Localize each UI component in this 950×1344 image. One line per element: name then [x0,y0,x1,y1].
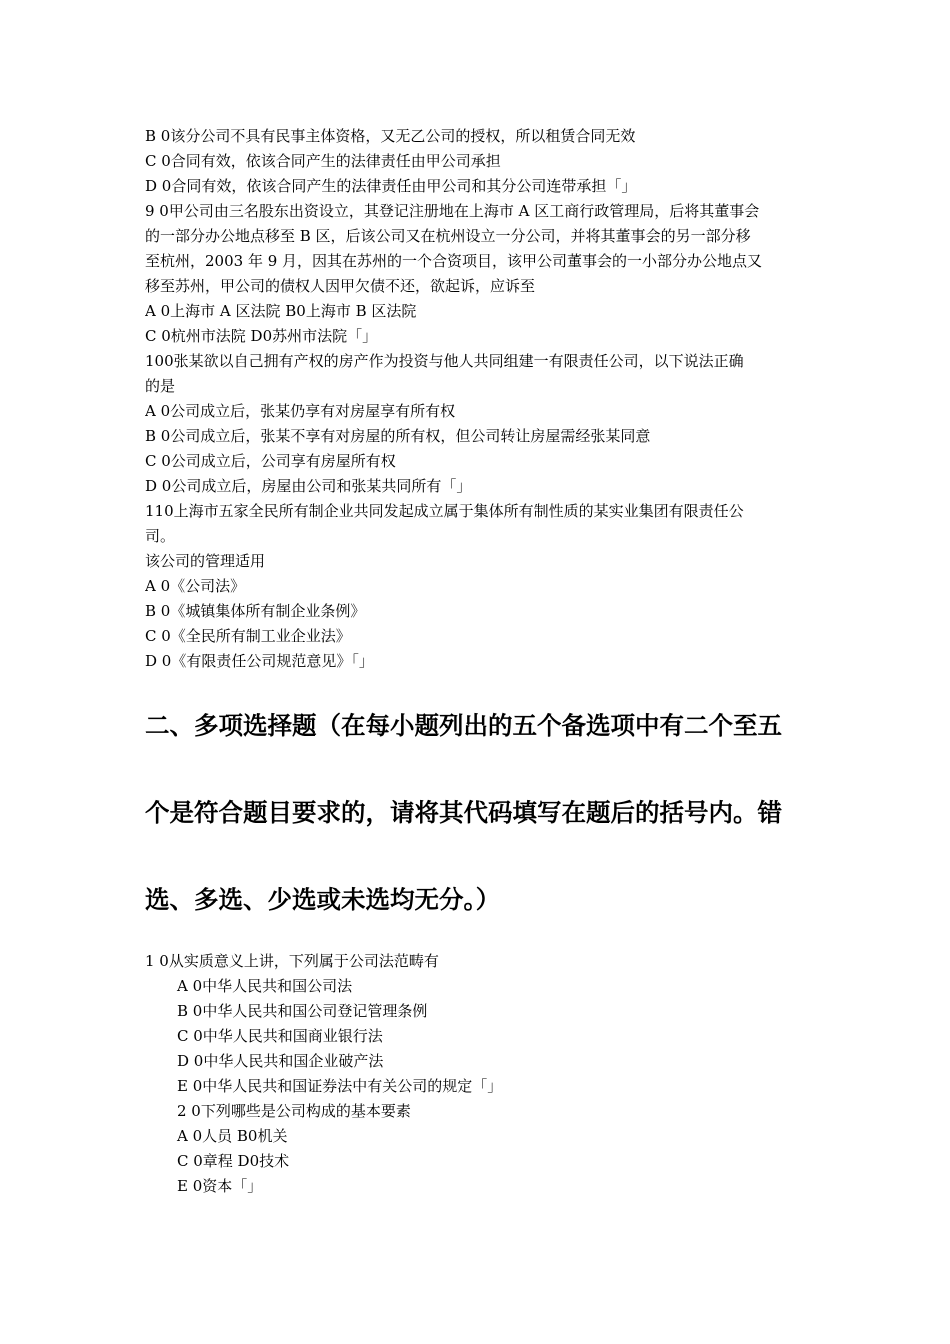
option-line: B 0公司成立后，张某不享有对房屋的所有权，但公司转让房屋需经张某同意 [145,427,651,445]
text-line: C 0合同有效，依该合同产生的法律责任由甲公司承担 [145,152,501,170]
question-block-single-choice [145,124,810,674]
option-line: A 0《公司法》 [145,577,246,595]
question-1-stem: 1 0从实质意义上讲，下列属于公司法范畴有 [145,952,439,970]
question-11-line: 该公司的管理适用 [145,552,266,570]
question-10-line: 100张某欲以自己拥有产权的房产作为投资与他人共同组建一有限责任公司，以下说法正确 [145,352,744,370]
option-line: C 0杭州市法院 D0苏州市法院「」 [145,327,378,345]
question-11-line: 110上海市五家全民所有制企业共同发起成立属于集体所有制性质的某实业集团有限责任公 [145,502,744,520]
question-11-line: 司。 [145,527,176,545]
option-line: C 0中华人民共和国商业银行法 [177,1027,383,1045]
question-block-multiple-choice [145,949,810,1199]
option-line: D 0中华人民共和国企业破产法 [177,1052,384,1070]
option-line: B 0《城镇集体所有制企业条例》 [145,602,366,620]
option-line: E 0中华人民共和国证券法中有关公司的规定「」 [177,1077,503,1095]
question-2-stem: 2 0下列哪些是公司构成的基本要素 [177,1102,411,1120]
option-line: A 0人员 B0机关 [177,1127,288,1145]
option-line: D 0《有限责任公司规范意见》「」 [145,652,374,670]
text-line: B 0该分公司不具有民事主体资格，又无乙公司的授权，所以租赁合同无效 [145,127,636,145]
option-line: C 0章程 D0技术 [177,1152,290,1170]
question-9-line: 至杭州，2003 年 9 月，因其在苏州的一个合资项目，该甲公司董事会的一小部分办公地点又 [145,252,763,270]
question-9-line: 9 0甲公司由三名股东出资设立，其登记注册地在上海市 A 区工商行政管理局，后将其董事会 [145,202,760,220]
question-9-line: 移至苏州，甲公司的债权人因甲欠债不还，欲起诉，应诉至 [145,277,536,295]
text-line: D 0合同有效，依该合同产生的法律责任由甲公司和其分公司连带承担「」 [145,177,637,195]
section-heading-line: 选、多选、少选或未选均无分。） [145,885,501,914]
option-line: D 0公司成立后，房屋由公司和张某共同所有「」 [145,477,472,495]
section-heading-line: 二、多项选择题（在每小题列出的五个备选项中有二个至五 [145,711,782,740]
option-line: B 0中华人民共和国公司登记管理条例 [177,1002,428,1020]
section-heading [145,682,810,943]
option-line: C 0《全民所有制工业企业法》 [145,627,351,645]
section-heading-line: 个是符合题目要求的，请将其代码填写在题后的括号内。错 [145,798,782,827]
option-line: C 0公司成立后，公司享有房屋所有权 [145,452,396,470]
question-10-line: 的是 [145,377,176,395]
option-line: E 0资本「」 [177,1177,263,1195]
option-line: A 0公司成立后，张某仍享有对房屋享有所有权 [145,402,456,420]
question-9-line: 的一部分办公地点移至 B 区，后该公司又在杭州设立一分公司，并将其董事会的另一部分移 [145,227,751,245]
option-line: A 0上海市 A 区法院 B0上海市 B 区法院 [145,302,417,320]
option-line: A 0中华人民共和国公司法 [177,977,353,995]
